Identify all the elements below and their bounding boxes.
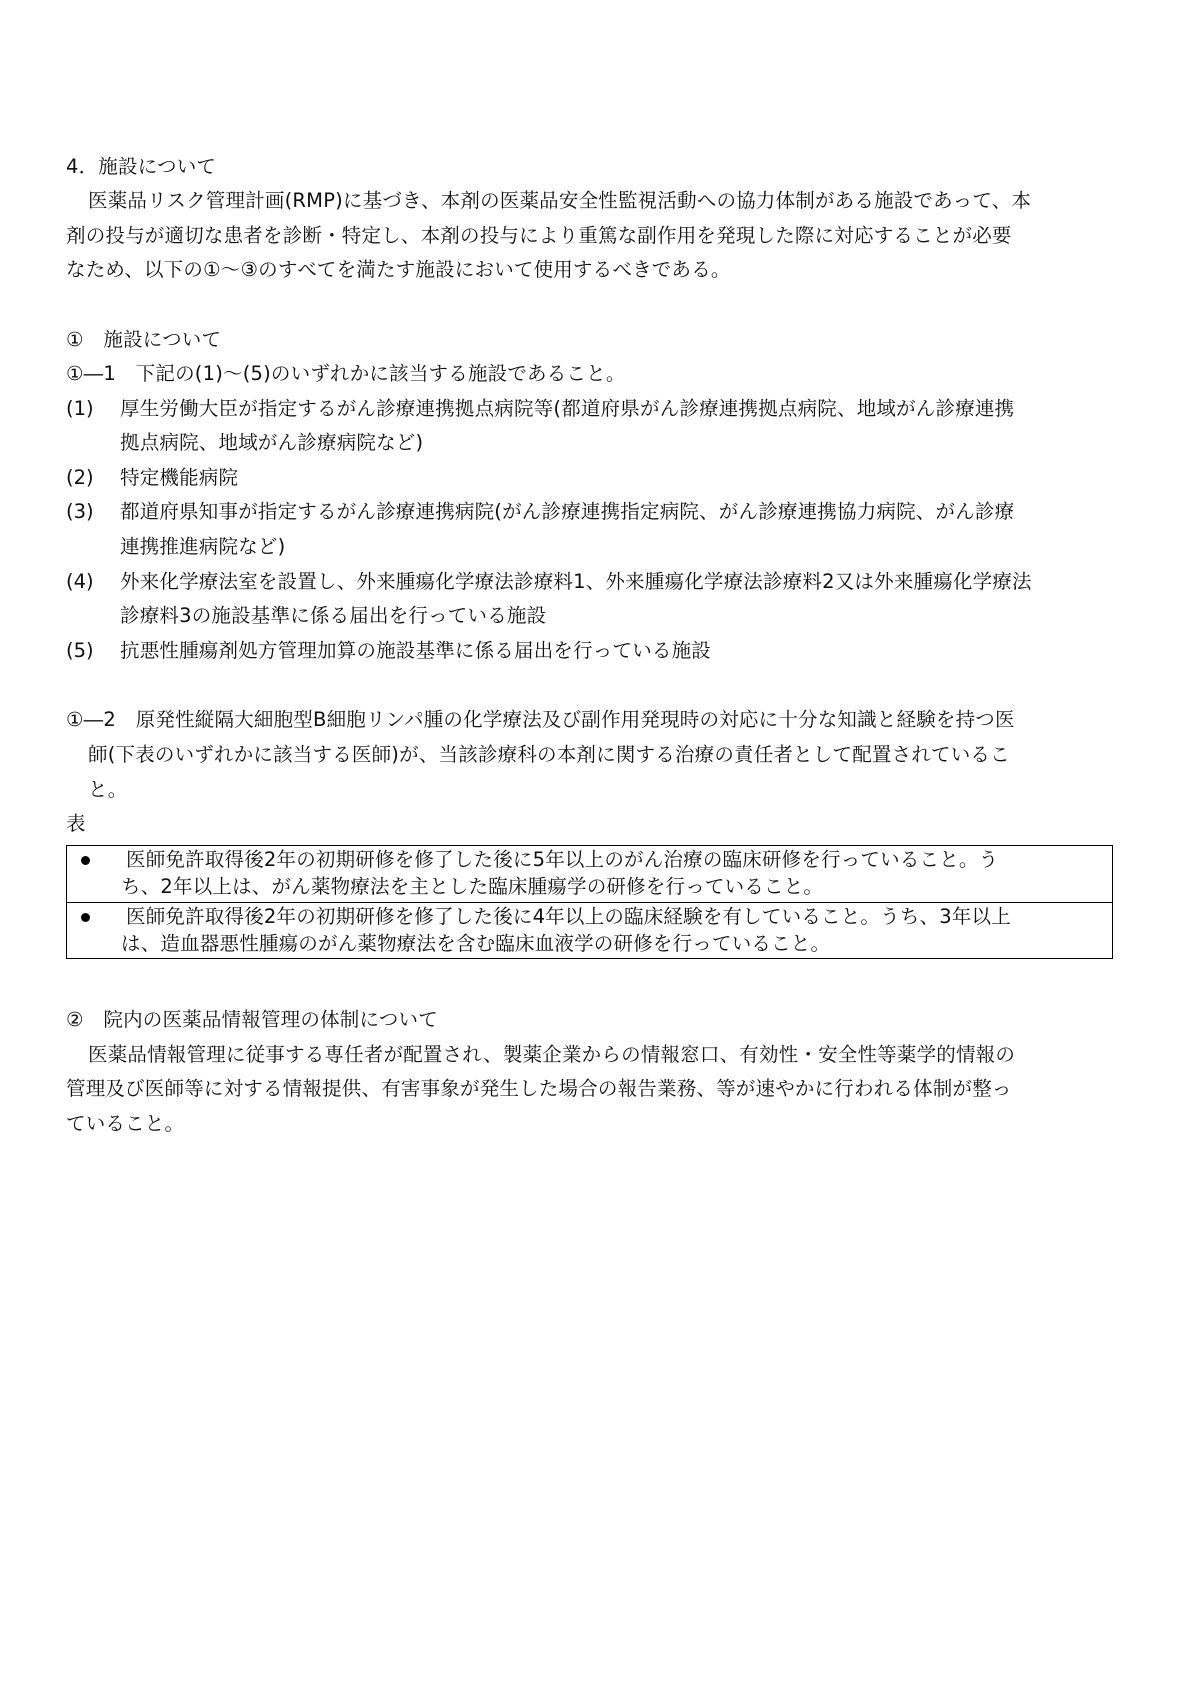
subsection-heading-2: ② 院内の医薬品情報管理の体制について	[66, 1008, 438, 1031]
list-item-text: 抗悪性腫瘍剤処方管理加算の施設基準に係る届出を行っている施設	[120, 639, 712, 662]
table-cell-text: 医師免許取得後2年の初期研修を修了した後に4年以上の臨床経験を有していること。うち、3年以上	[126, 905, 1011, 928]
bullet-icon	[81, 856, 90, 865]
subsection-heading-1: ① 施設について	[66, 328, 222, 351]
subsection-2-line-3: ていること。	[66, 1112, 185, 1135]
subsection-1-2-line-3: と。	[88, 778, 128, 801]
list-item-number: (1)	[66, 397, 94, 420]
list-item-number: (4)	[66, 570, 94, 593]
table-row	[67, 903, 1112, 960]
subsection-2-line-2: 管理及び医師等に対する情報提供、有害事象が発生した場合の報告業務、等が速やかに行われる体制が整っ	[66, 1077, 1012, 1100]
list-item-number: (3)	[66, 500, 94, 523]
list-item-text: 連携推進病院など)	[120, 535, 286, 558]
table-cell-text: 医師免許取得後2年の初期研修を修了した後に5年以上のがん治療の臨床研修を行っていること。う	[126, 848, 999, 871]
list-item-text: 外来化学療法室を設置し、外来腫瘍化学療法診療料1、外来腫瘍化学療法診療料2又は外来腫瘍化学療法	[120, 570, 1032, 593]
subsection-1-2-line-1: ①―2 原発性縦隔大細胞型B細胞リンパ腫の化学療法及び副作用発現時の対応に十分な知識と経験を持つ医	[66, 708, 1015, 731]
list-item-text: 診療料3の施設基準に係る届出を行っている施設	[120, 604, 547, 627]
intro-line-2: 剤の投与が適切な患者を診断・特定し、本剤の投与により重篤な副作用を発現した際に対応することが必要	[66, 224, 1012, 247]
table-label: 表	[66, 812, 86, 835]
section-heading: 4．施設について	[66, 155, 217, 178]
subsection-1-1-heading: ①―1 下記の(1)～(5)のいずれかに該当する施設であること。	[66, 362, 626, 385]
table-cell-text: は、造血器悪性腫瘍のがん薬物療法を含む臨床血液学の研修を行っていること。	[121, 932, 831, 955]
list-item-text: 厚生労働大臣が指定するがん診療連携拠点病院等(都道府県がん診療連携拠点病院、地域がん診療連携	[120, 397, 1015, 420]
list-item-text: 拠点病院、地域がん診療病院など)	[120, 431, 424, 454]
intro-line-3: なため、以下の①～③のすべてを満たす施設において使用するべきである。	[66, 258, 731, 281]
list-item-number: (5)	[66, 639, 94, 662]
subsection-2-line-1: 医薬品情報管理に従事する専任者が配置され、製薬企業からの情報窓口、有効性・安全性等薬学的情報の	[88, 1043, 1016, 1066]
list-item-text: 特定機能病院	[120, 466, 239, 489]
list-item-number: (2)	[66, 466, 94, 489]
subsection-1-2-line-2: 師(下表のいずれかに該当する医師)が、当該診療科の本剤に関する治療の責任者として配置されているこ	[88, 743, 1010, 766]
bullet-icon	[81, 913, 90, 922]
physician-criteria-table	[66, 845, 1113, 959]
intro-line-1: 医薬品リスク管理計画(RMP)に基づき、本剤の医薬品安全性監視活動への協力体制がある施設であって、本	[88, 189, 1032, 212]
list-item-text: 都道府県知事が指定するがん診療連携病院(がん診療連携指定病院、がん診療連携協力病院、がん診療	[120, 500, 1015, 523]
table-cell-text: ち、2年以上は、がん薬物療法を主とした臨床腫瘍学の研修を行っていること。	[121, 875, 824, 898]
table-row	[67, 846, 1112, 903]
